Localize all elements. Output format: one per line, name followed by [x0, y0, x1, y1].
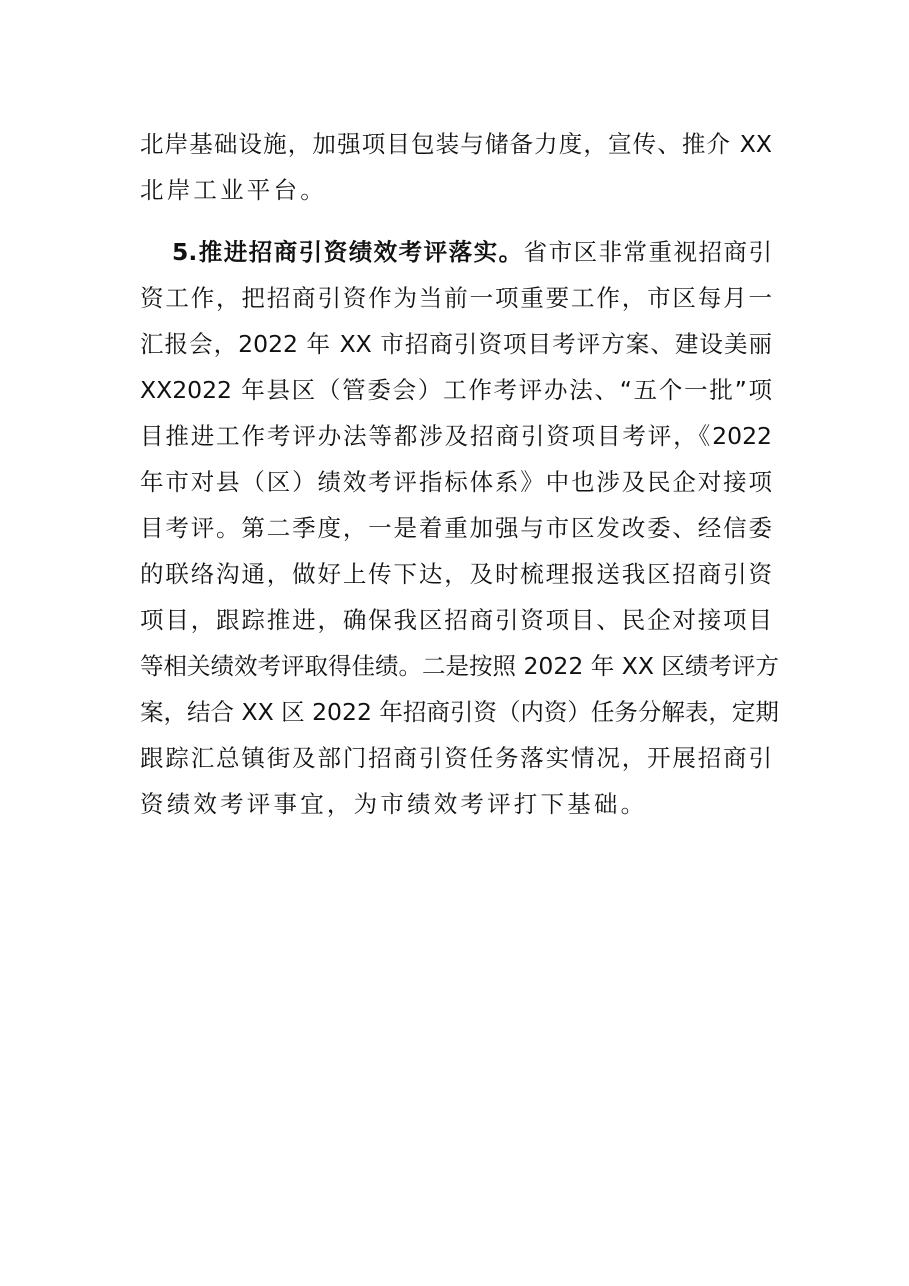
paragraph-2-line-4: XX2022 年县区（管委会）工作考评办法、“五个一批”项	[140, 376, 772, 404]
paragraph-2-line-1	[172, 232, 772, 272]
paragraph-2-line-12: 跟踪汇总镇街及部门招商引资任务落实情况，开展招商引	[140, 744, 772, 772]
paragraph-2-line-7: 目考评。第二季度，一是着重加强与市区发改委、经信委	[140, 514, 772, 542]
paragraph-2-line-13: 资绩效考评事宜，为市绩效考评打下基础。	[140, 790, 648, 818]
paragraph-1-line-1: 北岸基础设施，加强项目包装与储备力度，宣传、推介 XX	[140, 130, 772, 158]
section-heading: 5.推进招商引资绩效考评落实。	[172, 238, 524, 266]
paragraph-2-line-3: 汇报会，2022 年 XX 市招商引资项目考评方案、建设美丽	[140, 330, 772, 358]
paragraph-2-line-10: 等相关绩效考评取得佳绩。二是按照 2022 年 XX 区绩考评方	[140, 652, 779, 680]
paragraph-2-line-5: 目推进工作考评办法等都涉及招商引资项目考评，《2022	[140, 422, 772, 450]
paragraph-2-line-8: 的联络沟通，做好上传下达，及时梳理报送我区招商引资	[140, 560, 772, 588]
paragraph-2-line-6: 年市对县（区）绩效考评指标体系》中也涉及民企对接项	[140, 468, 772, 496]
paragraph-1-line-2: 北岸工业平台。	[140, 176, 327, 204]
paragraph-2-line-1-text: 省市区非常重视招商引	[523, 238, 772, 266]
paragraph-2-line-2: 资工作，把招商引资作为当前一项重要工作，市区每月一	[140, 284, 772, 312]
paragraph-2-line-11: 案，结合 XX 区 2022 年招商引资（内资）任务分解表，定期	[140, 698, 779, 726]
paragraph-2-line-9: 项目，跟踪推进，确保我区招商引资项目、民企对接项目	[140, 606, 772, 634]
